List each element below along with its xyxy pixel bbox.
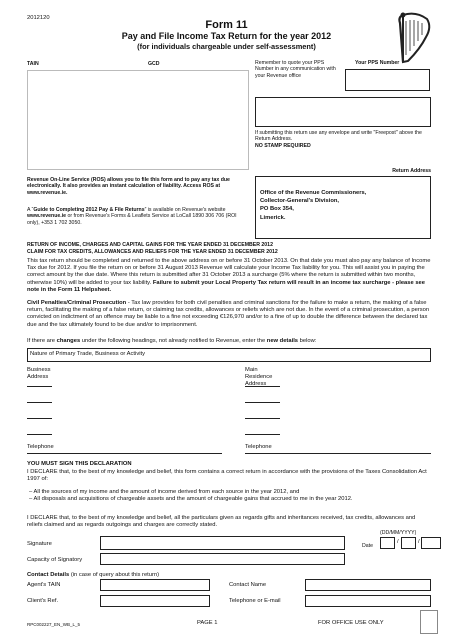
- business-address-label: Business Address: [27, 367, 51, 381]
- date-format-hint: (DD/MM/YYYY): [380, 530, 417, 536]
- residence-telephone-field[interactable]: [283, 441, 431, 453]
- business-telephone-label: Telephone: [27, 444, 54, 450]
- address-window: [27, 70, 249, 170]
- changes-instruction: [27, 338, 431, 345]
- business-telephone-line: [27, 453, 222, 454]
- guide-notice: [27, 207, 249, 226]
- signature-field[interactable]: [100, 536, 345, 550]
- office-use-label: FOR OFFICE USE ONLY: [318, 620, 384, 626]
- changes-prefix: If there are: [27, 338, 57, 344]
- trade-label: Nature of Primary Trade, Business or Activity: [30, 351, 146, 357]
- penalties-text: - Tax law provides for both civil penalties and criminal sanctions for the failure to make a return, the making of a false return, facilitating the making of a false return, or claiming tax credits, allowances or reliefs which are not due. In the event of a criminal prosecution, a person convicted on indictment of an offence may be liable to a fine not exceeding €126,970 and/or to a fine of up to double the difference between the declared tax due and the tax ultimately found to be due and/or to imprisonment.: [27, 300, 430, 328]
- contact-name-label: Contact Name: [229, 582, 267, 588]
- agent-tain-field[interactable]: [100, 579, 210, 591]
- declaration-heading: YOU MUST SIGN THIS DECLARATION: [27, 461, 132, 467]
- main-residence-label: Main Residence Address: [245, 367, 273, 388]
- changes-suffix: below:: [298, 338, 317, 344]
- page-subtitle: (for individuals chargeable under self-assessment): [137, 42, 316, 51]
- date-month-field[interactable]: [401, 537, 416, 549]
- date-day-field[interactable]: [380, 537, 395, 549]
- envelope-note: [255, 130, 431, 149]
- client-ref-field[interactable]: [100, 595, 210, 607]
- office-use-box: [420, 610, 438, 634]
- declaration-closing: I DECLARE that, to the best of my knowledge and belief, all the particulars given as regards gifts and inheritances received, tax credits, allowances and reliefs claimed and as regards outgoings and charges are correctly stated.: [27, 515, 416, 529]
- changes-bold: changes: [56, 338, 81, 344]
- business-address-field[interactable]: [52, 368, 222, 440]
- date-separator: /: [418, 539, 420, 545]
- ros-notice: Revenue On-Line Service (ROS) allows you to file this form and to pay any tax due electronically. It also provides an instant calculation of liability. Access ROS at www.revenue.ie.: [27, 177, 230, 196]
- pps-reminder: Remember to quote your PPS Number in any communication with your Revenue office: [255, 60, 336, 79]
- contact-heading-text: Contact Details: [27, 572, 70, 578]
- declaration-intro: I DECLARE that, to the best of my knowledge and belief, this form contains a correct return in accordance with the provisions of the Taxes Consolidation Act 1997 of:: [27, 469, 427, 483]
- harp-emblem-icon: [394, 9, 436, 65]
- penalties-paragraph: [27, 300, 431, 329]
- agent-tain-label: Agent's TAIN: [27, 582, 61, 588]
- return-address: [260, 189, 428, 222]
- pps-number-label: Your PPS Number: [355, 60, 400, 66]
- telephone-email-label: Telephone or E-mail: [229, 598, 281, 604]
- capacity-label: Capacity of Signatory: [27, 557, 83, 563]
- pps-number-field[interactable]: [345, 69, 430, 91]
- office-stamp-box: [255, 97, 431, 127]
- intro-text: This tax return should be completed and returned to the above address on or before 31 October 2013. On that date you must also pay any balance of Income Tax due for 2012. If you file the return on or before 31 August 2013 Revenue will calculate your Income Tax liability for you. This will assist you in paying the correct amount by the due date. Where this return is submitted after 31 October 2013 a surcharge (5% where the return is submitted within two months, otherwise 10%) will be added to your tax liability.: [27, 258, 431, 286]
- lpt-surcharge-warning: Failure to submit your Local Property Tax return will result in an income tax surcharge - please see note in the Form 11 Helpsheet.: [27, 279, 425, 293]
- declaration-list: [27, 489, 431, 503]
- penalties-label: Civil Penalties/Criminal Prosecution: [27, 300, 127, 306]
- return-heading: RETURN OF INCOME, CHARGES AND CAPITAL GAINS FOR THE YEAR ENDED 31 DECEMBER 2012: [27, 242, 273, 248]
- form-number: Form 11: [205, 19, 248, 31]
- return-address-label: Return Address: [392, 168, 431, 174]
- return-address-line: Limerick.: [260, 214, 286, 221]
- declaration-item: – All disposals and acquisitions of chargeable assets and the amount of chargeable gains that accrued to me in the year 2012.: [27, 496, 431, 503]
- page-title: Pay and File Income Tax Return for the year 2012: [121, 31, 332, 41]
- business-telephone-field[interactable]: [65, 441, 222, 453]
- residence-telephone-line: [245, 453, 431, 454]
- intro-paragraph: [27, 258, 431, 294]
- contact-name-field[interactable]: [305, 579, 431, 591]
- declaration-item: – All the sources of my income and the amount of income derived from each source in the year 2012, and: [27, 489, 431, 496]
- form-code: 2012120: [27, 15, 50, 21]
- client-ref-label: Client's Ref.: [27, 598, 59, 604]
- capacity-field[interactable]: [100, 553, 345, 565]
- signature-label: Signature: [27, 541, 52, 547]
- envelope-note-text: If submitting this return use any envelope and write "Freepost" above the Return Address.: [255, 130, 422, 143]
- date-separator: /: [397, 539, 399, 545]
- return-address-line: Office of the Revenue Commissioners,: [260, 190, 367, 196]
- changes-middle: under the following headings, not already notified to Revenue, enter the: [80, 338, 267, 344]
- contact-heading-note: (in case of query about this return): [69, 572, 160, 578]
- claim-heading: CLAIM FOR TAX CREDITS, ALLOWANCES AND RELIEFS FOR THE YEAR ENDED 31 DECEMBER 2012: [27, 249, 278, 255]
- tain-label: TAIN: [27, 61, 39, 67]
- new-details-bold: new details: [266, 338, 299, 344]
- gcd-label: GCD: [148, 61, 160, 67]
- return-address-line: PO Box 354,: [260, 206, 294, 213]
- residence-address-field[interactable]: [280, 368, 431, 440]
- guide-title: Guide to Completing 2012 Pay & File Returns: [33, 207, 145, 213]
- residence-telephone-label: Telephone: [245, 444, 272, 450]
- date-label: Date: [362, 543, 373, 549]
- telephone-email-field[interactable]: [305, 595, 431, 607]
- page-number: PAGE 1: [197, 620, 218, 626]
- form-reference: RPC002227_EN_WB_L_5: [27, 622, 81, 627]
- guide-suffix: or from Revenue's Forms & Leaflets Service at LoCall 1890 306 706 (ROI only), +353 1 702 3050.: [27, 213, 237, 226]
- guide-prefix: A “: [27, 207, 34, 213]
- guide-middle: ” is available on Revenue's website: [144, 207, 226, 213]
- return-address-line: Collector-General's Division,: [260, 198, 340, 205]
- revenue-website-link[interactable]: www.revenue.ie: [27, 213, 67, 220]
- no-stamp-required: NO STAMP REQUIRED: [255, 142, 311, 149]
- date-year-field[interactable]: [421, 537, 441, 549]
